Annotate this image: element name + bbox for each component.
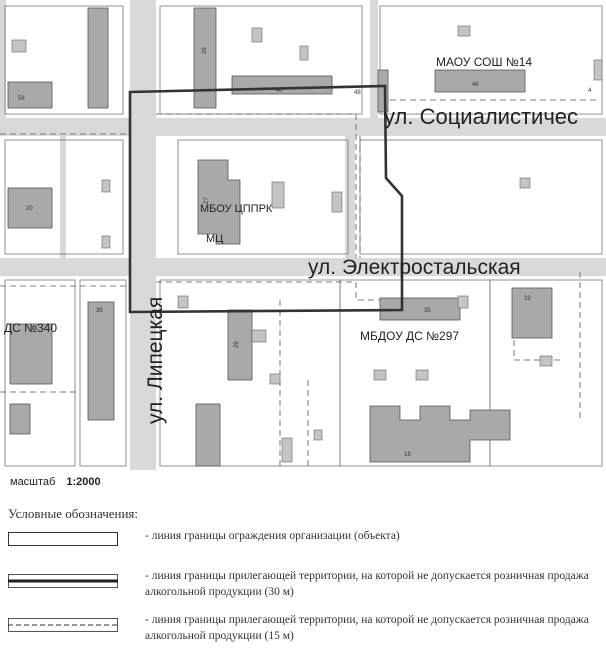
legend-text: - линия границы прилегающей территории, на которой не допускается розничная продажа алкогольной продукции (15 м) — [145, 614, 589, 642]
mbdou-label: МБДОУ ДС №297 — [360, 329, 460, 343]
building-number: 48 — [354, 90, 361, 96]
building-number: 39 — [96, 308, 103, 314]
building-number: 46 — [472, 82, 479, 88]
building-number: 35 — [424, 308, 431, 314]
building-number: 33 — [524, 296, 531, 302]
mbou-label-line1: МБОУ ЦППРК — [200, 203, 273, 215]
legend-item-fence — [8, 526, 603, 558]
dashed-line-symbol — [8, 618, 118, 632]
scale-label: масштаб — [10, 476, 56, 488]
building-number: 20 — [26, 206, 33, 212]
legend-text: - линия границы прилегающей территории, на которой не допускается розничная продажа алкогольной продукции (30 м) — [145, 570, 589, 598]
building-number: 56 — [18, 96, 25, 102]
legend-item-30m — [8, 568, 603, 600]
mbou-label-line2: МЦ — [206, 233, 224, 245]
double-line-symbol — [8, 532, 118, 546]
street-sotsialisticheskaya: ул. Социалистичес — [384, 104, 579, 129]
legend-title: Условные обозначения: — [8, 506, 139, 521]
ds-label: ДС №340 — [4, 321, 58, 335]
building-number: 27 — [204, 197, 210, 204]
thick-line-symbol — [8, 574, 118, 588]
scale-value: 1:2000 — [66, 476, 101, 488]
maou-label: МАОУ СОШ №14 — [436, 55, 533, 69]
building-number: 26 — [202, 47, 208, 54]
legend-item-15m — [8, 612, 603, 644]
building-number: 18 — [404, 452, 411, 458]
building-number: 4 — [588, 88, 592, 94]
building-number: 29 — [234, 341, 240, 348]
street-elektrostalskaya: ул. Электростальская — [308, 256, 521, 279]
legend-text: - линия границы ограждения организации (объекта) — [145, 530, 400, 542]
building-number: 40 — [276, 88, 283, 94]
scale-bar — [10, 476, 101, 488]
street-lipetskaya: ул. Липецкая — [144, 296, 167, 424]
